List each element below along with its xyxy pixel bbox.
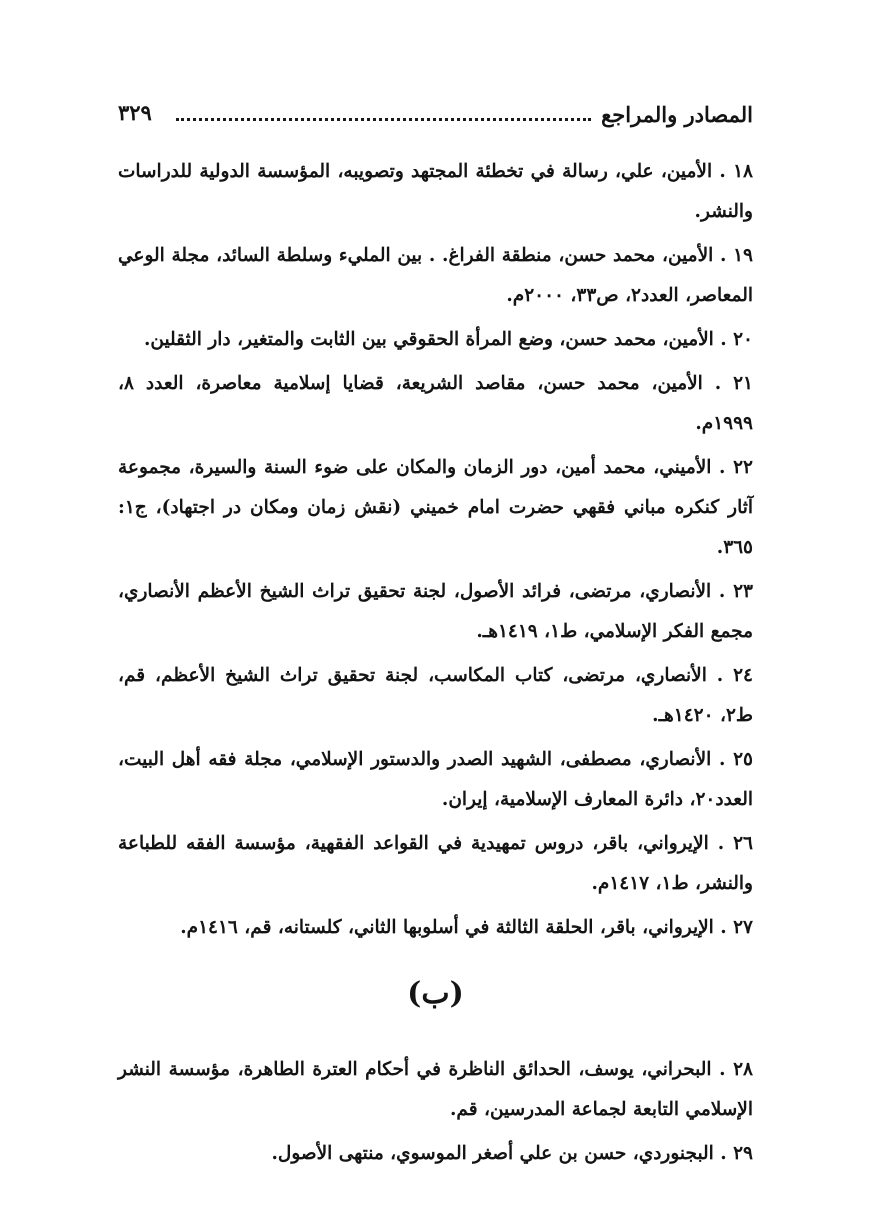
reference-entry-24: ٢٤ . الأنصاري، مرتضى، كتاب المكاسب، لجنة تحقيق تراث الشيخ الأعظم، قم، ط٢، ١٤٢٠هـ.	[118, 665, 753, 726]
dot-leader	[176, 118, 591, 121]
reference-entry-23: ٢٣ . الأنصاري، مرتضى، فرائد الأصول، لجنة تحقيق تراث الشيخ الأعظم الأنصاري، مجمع الفكر الإسلامي، ط١، ١٤١٩هـ.	[118, 581, 753, 642]
page-header	[118, 96, 753, 136]
reference-entry-18: ١٨ . الأمين، علي، رسالة في تخطئة المجتهد وتصويبه، المؤسسة الدولية للدراسات والنشر.	[118, 161, 753, 222]
reference-entry-19: ١٩ . الأمين، محمد حسن، منطقة الفراغ. . بين المليء وسلطة السائد، مجلة الوعي المعاصر، العدد٢، ص٣٣، ٢٠٠٠م.	[118, 245, 753, 306]
reference-entry-27: ٢٧ . الإيرواني، باقر، الحلقة الثالثة في أسلوبها الثاني، كلستانه، قم، ١٤١٦م.	[180, 917, 753, 938]
running-head: المصادر والمراجع	[601, 102, 753, 127]
references-list	[118, 152, 753, 1178]
reference-entry-22: ٢٢ . الأميني، محمد أمين، دور الزمان والمكان على ضوء السنة والسيرة، مجموعة آثار كنكره مباني فقهي حضرت امام خميني (نقش زمان ومكان در اجتهاد)، ج١: ٣٦٥.	[118, 457, 753, 558]
reference-entry-29: ٢٩ . البجنوردي، حسن بن علي أصغر الموسوي، منتهى الأصول.	[271, 1143, 753, 1164]
reference-entry-28: ٢٨ . البحراني، يوسف، الحدائق الناظرة في أحكام العترة الطاهرة، مؤسسة النشر الإسلامي التابعة لجماعة المدرسين، قم.	[118, 1059, 753, 1120]
reference-entry-25: ٢٥ . الأنصاري، مصطفى، الشهيد الصدر والدستور الإسلامي، مجلة فقه أهل البيت، العدد٢٠، دائرة المعارف الإسلامية، إيران.	[118, 749, 753, 810]
reference-entry-26: ٢٦ . الإيرواني، باقر، دروس تمهيدية في القواعد الفقهية، مؤسسة الفقه للطباعة والنشر، ط١، ١٤١٧م.	[118, 833, 753, 894]
section-heading-ba: (ب)	[407, 976, 464, 1011]
reference-entry-21: ٢١ . الأمين، محمد حسن، مقاصد الشريعة، قضايا إسلامية معاصرة، العدد ٨، ١٩٩٩م.	[118, 373, 753, 434]
page-number: ٣٢٩	[118, 100, 152, 125]
reference-entry-20: ٢٠ . الأمين، محمد حسن، وضع المرأة الحقوقي بين الثابت والمتغير، دار الثقلين.	[143, 329, 753, 350]
